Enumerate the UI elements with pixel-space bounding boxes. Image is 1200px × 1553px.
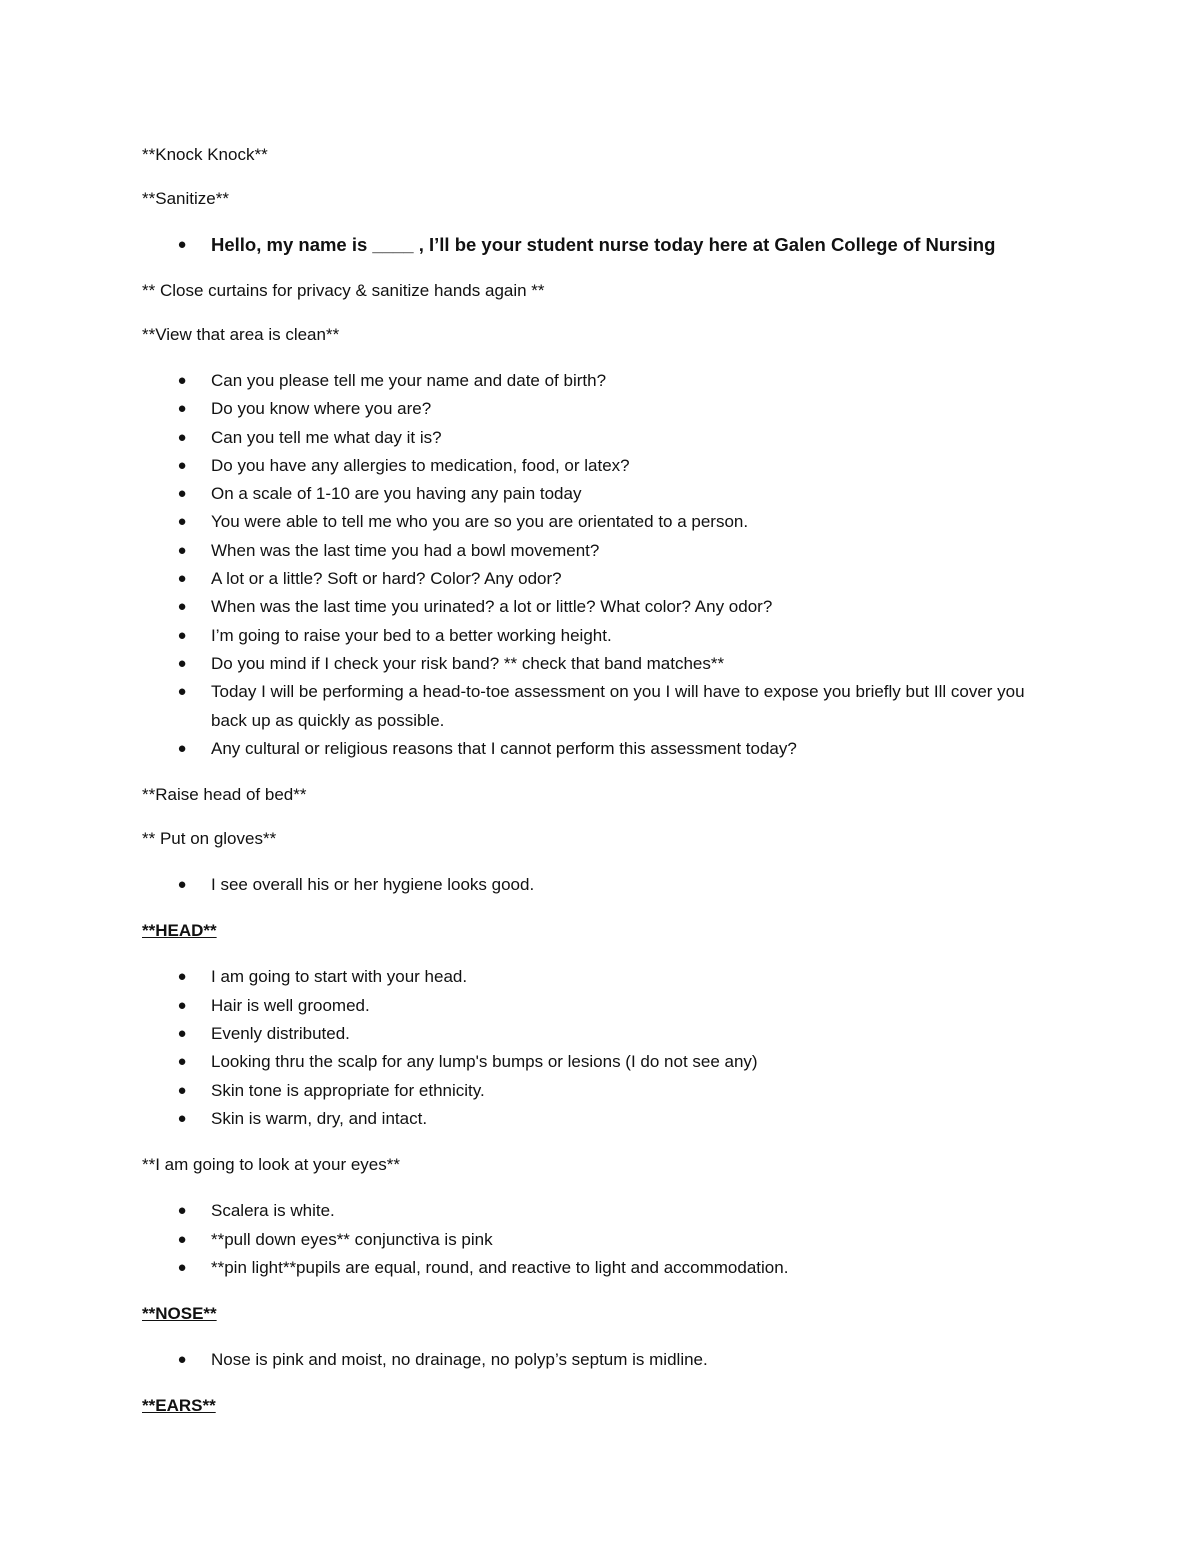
bullet-icon: ●	[177, 541, 187, 559]
list-item	[142, 992, 1062, 1020]
list-item-text: I’m going to raise your bed to a better working height.	[211, 625, 612, 645]
bullet-icon: ●	[177, 996, 187, 1014]
sanitize-instruction: **Sanitize**	[142, 189, 229, 208]
list-item-text: Do you know where you are?	[211, 399, 432, 419]
gloves-instruction: ** Put on gloves**	[142, 829, 277, 849]
list-item-text: Skin is warm, dry, and intact.	[211, 1108, 428, 1128]
list-item	[142, 678, 1062, 735]
bullet-icon: ●	[177, 876, 187, 894]
bullet-icon: ●	[177, 1081, 187, 1099]
eyes-items-list	[142, 1197, 1062, 1282]
nose-section-heading: **NOSE**	[142, 1304, 217, 1324]
list-item-text: A lot or a little? Soft or hard? Color? Any odor?	[211, 569, 562, 589]
list-item-text: Do you have any allergies to medication, food, or latex?	[211, 455, 630, 475]
bullet-icon: ●	[177, 1109, 187, 1127]
list-item	[142, 537, 1062, 565]
list-item	[142, 1105, 1062, 1133]
list-item	[142, 452, 1062, 480]
bullet-icon: ●	[177, 739, 187, 757]
list-item	[142, 565, 1062, 593]
bullet-icon: ●	[177, 485, 187, 503]
head-section-heading: **HEAD**	[142, 921, 217, 941]
bullet-icon: ●	[177, 968, 187, 986]
bullet-icon: ●	[177, 400, 187, 418]
list-item-text: Evenly distributed.	[211, 1024, 350, 1044]
list-item	[142, 395, 1062, 423]
list-item-text: Today I will be performing a head-to-toe assessment on you I will have to expose you briefly but Ill cover you back up as quickly as possible.	[211, 682, 1025, 730]
list-item-text: Can you tell me what day it is?	[211, 427, 442, 447]
list-item	[142, 1048, 1062, 1076]
list-item	[142, 1197, 1062, 1225]
list-item	[142, 424, 1062, 452]
list-item	[142, 367, 1062, 395]
list-item-text: Nose is pink and moist, no drainage, no polyp’s septum is midline.	[211, 1350, 708, 1370]
list-item	[142, 735, 1062, 763]
bullet-icon: ●	[177, 1230, 187, 1248]
eyes-instruction: **I am going to look at your eyes**	[142, 1155, 400, 1175]
list-item	[142, 650, 1062, 678]
list-item-text: You were able to tell me who you are so you are orientated to a person.	[211, 512, 749, 532]
list-item	[142, 480, 1062, 508]
bullet-icon: ●	[177, 372, 187, 389]
bullet-icon: ●	[177, 598, 187, 616]
bullet-icon: ●	[177, 513, 187, 531]
list-item-text: Do you mind if I check your risk band? ** check that band matches**	[211, 653, 725, 673]
list-item-text: Skin tone is appropriate for ethnicity.	[211, 1080, 485, 1100]
list-item	[142, 1077, 1062, 1105]
close-curtains-instruction: ** Close curtains for privacy & sanitize hands again **	[142, 281, 545, 300]
list-item	[142, 1226, 1062, 1254]
bullet-icon: ●	[177, 456, 187, 474]
list-item	[142, 871, 1062, 899]
list-item	[142, 963, 1062, 991]
list-item-text: **pin light**pupils are equal, round, and reactive to light and accommodation.	[211, 1257, 789, 1277]
bullet-icon: ●	[177, 570, 187, 588]
list-item	[142, 1254, 1062, 1282]
list-item	[142, 1346, 1062, 1374]
list-item-text: **pull down eyes** conjunctiva is pink	[211, 1229, 493, 1249]
raise-head-instruction: **Raise head of bed**	[142, 785, 307, 805]
ears-section-heading: **EARS**	[142, 1396, 216, 1416]
bullet-icon: ●	[177, 1053, 187, 1071]
list-item-text: I see overall his or her hygiene looks good.	[211, 875, 535, 895]
list-item-text: Any cultural or religious reasons that I cannot perform this assessment today?	[211, 738, 797, 758]
list-item-text: On a scale of 1-10 are you having any pain today	[211, 484, 582, 504]
list-item-text: Hair is well groomed.	[211, 995, 370, 1015]
document-body	[142, 143, 1062, 1438]
view-clean-instruction: **View that area is clean**	[142, 325, 340, 344]
list-item-text: Looking thru the scalp for any lump's bumps or lesions (I do not see any)	[211, 1052, 758, 1072]
list-item-text: Can you please tell me your name and date of birth?	[211, 371, 607, 390]
greeting-list	[142, 231, 1062, 259]
nose-items-list	[142, 1346, 1062, 1374]
bullet-icon: ●	[177, 1202, 187, 1220]
list-item	[142, 1020, 1062, 1048]
intro-questions-list	[142, 367, 1062, 763]
bullet-icon: ●	[177, 1351, 187, 1369]
knock-instruction: **Knock Knock**	[142, 145, 268, 164]
list-item	[142, 593, 1062, 621]
list-item-text: I am going to start with your head.	[211, 967, 468, 987]
bullet-icon: ●	[177, 1258, 187, 1276]
list-item-text: Scalera is white.	[211, 1201, 335, 1221]
bullet-icon: ●	[177, 626, 187, 644]
bullet-icon: ●	[177, 236, 187, 253]
list-item	[142, 622, 1062, 650]
bullet-icon: ●	[177, 1025, 187, 1043]
bullet-icon: ●	[177, 654, 187, 672]
list-item-text: When was the last time you had a bowl movement?	[211, 540, 600, 560]
bullet-icon: ●	[177, 683, 187, 701]
bullet-icon: ●	[177, 428, 187, 446]
hygiene-list	[142, 871, 1062, 899]
list-item	[142, 508, 1062, 536]
head-items-list	[142, 963, 1062, 1133]
greeting-text: Hello, my name is ____ , I’ll be your student nurse today here at Galen College of Nursing	[211, 234, 996, 255]
list-item-text: When was the last time you urinated? a lot or little? What color? Any odor?	[211, 597, 773, 617]
greeting-item	[142, 231, 1062, 259]
